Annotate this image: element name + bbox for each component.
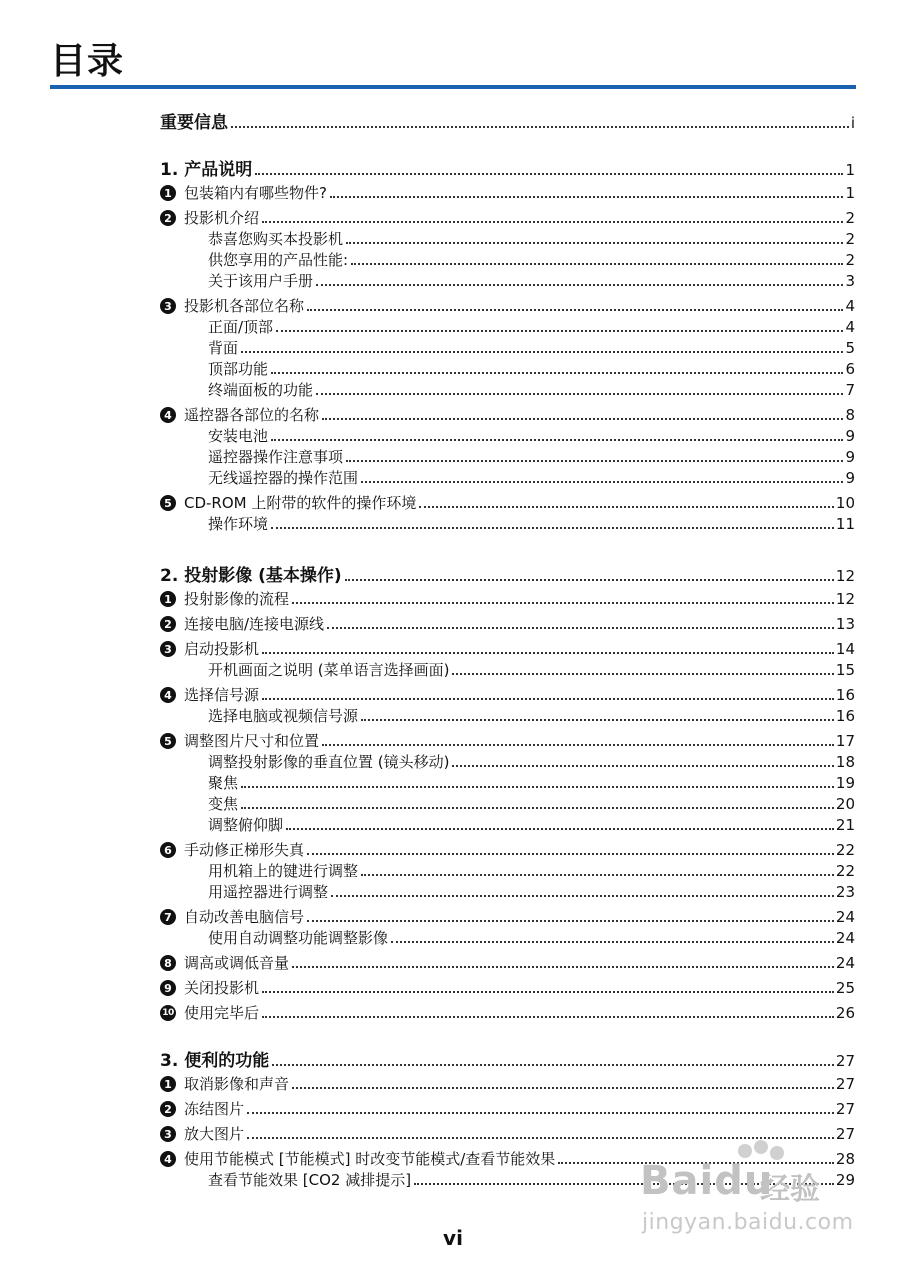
toc-entry-label: 1. 产品说明 xyxy=(160,160,253,180)
dot-leader xyxy=(316,393,843,395)
toc-entry-label: 调高或调低音量 xyxy=(184,954,290,972)
toc-entry-label: 背面 xyxy=(208,339,239,357)
dot-leader xyxy=(292,602,834,604)
toc-entry-label: 供您享用的产品性能: xyxy=(208,251,349,269)
number-circle-icon: 6 xyxy=(160,842,176,858)
toc-entry-page: 23 xyxy=(835,883,855,901)
toc-entry-label: 调整图片尺寸和位置 xyxy=(184,732,320,750)
toc-entry xyxy=(160,837,855,859)
toc-entry xyxy=(208,791,855,813)
toc-entry-page: 15 xyxy=(835,661,855,679)
number-circle-icon: 2 xyxy=(160,210,176,226)
toc-entry-page: 6 xyxy=(845,360,855,378)
number-circle-icon: 2 xyxy=(160,616,176,632)
dot-leader xyxy=(419,506,834,508)
toc-entry-label: 选择信号源 xyxy=(184,686,260,704)
toc-entry-label: 重要信息 xyxy=(160,113,228,133)
toc-entry-page: 26 xyxy=(835,1004,855,1022)
number-circle-icon: 4 xyxy=(160,1151,176,1167)
title-rule xyxy=(50,85,856,89)
toc-entry-page: 27 xyxy=(835,1100,855,1118)
toc-entry-label: 投射影像的流程 xyxy=(184,590,290,608)
dot-leader xyxy=(361,719,834,721)
watermark-logo: Baidu xyxy=(640,1158,774,1204)
toc-entry xyxy=(160,586,855,608)
number-circle-icon: 3 xyxy=(160,641,176,657)
toc-entry-page: 9 xyxy=(845,427,855,445)
watermark-url: jingyan.baidu.com xyxy=(642,1210,854,1235)
toc-entry xyxy=(160,728,855,750)
toc-entry-label: 自动改善电脑信号 xyxy=(184,908,305,926)
toc-entry xyxy=(160,490,855,512)
toc-entry xyxy=(160,1046,855,1070)
dot-leader xyxy=(255,173,843,175)
toc-entry-page: 18 xyxy=(835,753,855,771)
dot-leader xyxy=(351,263,843,265)
dot-leader xyxy=(316,284,843,286)
dot-leader xyxy=(330,196,843,198)
toc-entry xyxy=(160,108,855,132)
toc-entry-page: 1 xyxy=(845,184,855,202)
dot-leader xyxy=(361,481,843,483)
toc-entry-label: 使用节能模式 [节能模式] 时改变节能模式/查看节能效果 xyxy=(184,1150,556,1168)
number-circle-icon: 4 xyxy=(160,407,176,423)
dot-leader xyxy=(231,126,849,128)
toc-entry xyxy=(208,657,855,679)
dot-leader xyxy=(276,330,843,332)
toc-entry-label: 正面/顶部 xyxy=(208,318,274,336)
toc-entry xyxy=(208,268,855,290)
dot-leader xyxy=(361,874,834,876)
toc-entry-page: 24 xyxy=(835,954,855,972)
toc-entry-label: 使用完毕后 xyxy=(184,1004,260,1022)
dot-leader xyxy=(262,991,834,993)
toc-entry-label: 顶部功能 xyxy=(208,360,269,378)
paw-icon xyxy=(754,1140,768,1154)
toc-entry-page: 27 xyxy=(835,1075,855,1093)
toc-entry xyxy=(208,879,855,901)
toc-entry-page: 24 xyxy=(835,908,855,926)
toc-entry-label: 取消影像和声音 xyxy=(184,1075,290,1093)
dot-leader xyxy=(327,627,834,629)
number-circle-icon: 3 xyxy=(160,298,176,314)
toc-entry xyxy=(208,314,855,336)
toc-entry-label: 恭喜您购买本投影机 xyxy=(208,230,344,248)
toc-entry xyxy=(208,377,855,399)
number-circle-icon: 1 xyxy=(160,185,176,201)
toc-entry xyxy=(160,402,855,424)
toc-entry xyxy=(160,1071,855,1093)
toc-entry-label: 聚焦 xyxy=(208,774,239,792)
toc-entry xyxy=(208,925,855,947)
number-circle-icon: 9 xyxy=(160,980,176,996)
toc-entry-page: 12 xyxy=(835,567,855,585)
toc-entry-label: 手动修正梯形失真 xyxy=(184,841,305,859)
toc-entry xyxy=(160,180,855,202)
dot-leader xyxy=(292,1087,834,1089)
toc-entry-label: 选择电脑或视频信号源 xyxy=(208,707,359,725)
dot-leader xyxy=(322,418,843,420)
page-title: 目录 xyxy=(50,41,125,82)
number-circle-icon: 3 xyxy=(160,1126,176,1142)
number-circle-icon: 4 xyxy=(160,687,176,703)
dot-leader xyxy=(271,439,843,441)
toc-entry-page: 2 xyxy=(845,251,855,269)
toc-entry-page: 16 xyxy=(835,707,855,725)
toc-entry xyxy=(208,247,855,269)
toc-entry xyxy=(160,611,855,633)
toc-entry-label: 遥控器各部位的名称 xyxy=(184,406,320,424)
toc-entry-page: 24 xyxy=(835,929,855,947)
number-circle-icon: 7 xyxy=(160,909,176,925)
toc-entry-label: 用遥控器进行调整 xyxy=(208,883,329,901)
toc-entry xyxy=(160,975,855,997)
toc-entry-page: 29 xyxy=(835,1171,855,1189)
dot-leader xyxy=(247,1137,834,1139)
toc-entry-label: 无线遥控器的操作范围 xyxy=(208,469,359,487)
toc-entry-page: 7 xyxy=(845,381,855,399)
toc-entry-label: 3. 便利的功能 xyxy=(160,1051,270,1071)
dot-leader xyxy=(346,242,843,244)
toc-entry-label: 遥控器操作注意事项 xyxy=(208,448,344,466)
toc-entry xyxy=(160,561,855,585)
toc-entry-label: 终端面板的功能 xyxy=(208,381,314,399)
toc-entry-page: 13 xyxy=(835,615,855,633)
toc-entry xyxy=(160,904,855,926)
toc-entry-page: 17 xyxy=(835,732,855,750)
dot-leader xyxy=(262,652,834,654)
toc-entry xyxy=(160,1000,855,1022)
toc-entry xyxy=(208,703,855,725)
dot-leader xyxy=(262,221,843,223)
number-circle-icon: 2 xyxy=(160,1101,176,1117)
toc-entry xyxy=(160,1096,855,1118)
toc-entry-label: 2. 投射影像 (基本操作) xyxy=(160,566,342,586)
toc-entry-page: 10 xyxy=(835,494,855,512)
toc-entry-page: 1 xyxy=(845,161,855,179)
toc-entry-page: 3 xyxy=(845,272,855,290)
toc-entry-page: 8 xyxy=(845,406,855,424)
number-circle-icon: 10 xyxy=(160,1005,176,1021)
toc-entry-label: 查看节能效果 [CO2 减排提示] xyxy=(208,1171,412,1189)
toc-entry-label: 启动投影机 xyxy=(184,640,260,658)
toc-entry-label: 投影机各部位名称 xyxy=(184,297,305,315)
dot-leader xyxy=(345,579,834,581)
toc-entry-label: 变焦 xyxy=(208,795,239,813)
toc-entry xyxy=(160,950,855,972)
toc-entry-page: 2 xyxy=(845,230,855,248)
toc-entry-page: 11 xyxy=(835,515,855,533)
dot-leader xyxy=(391,941,834,943)
toc-entry-page: 12 xyxy=(835,590,855,608)
number-circle-icon: 1 xyxy=(160,1076,176,1092)
toc-entry xyxy=(160,205,855,227)
dot-leader xyxy=(262,1016,834,1018)
toc-entry-page: 9 xyxy=(845,469,855,487)
toc-entry-page: 21 xyxy=(835,816,855,834)
toc-entry-page: 14 xyxy=(835,640,855,658)
toc-entry-label: 放大图片 xyxy=(184,1125,245,1143)
toc-entry xyxy=(208,749,855,771)
dot-leader xyxy=(262,698,834,700)
toc-entry-page: i xyxy=(850,114,855,132)
toc-entry-page: 22 xyxy=(835,862,855,880)
toc-entry-label: 包装箱内有哪些物件? xyxy=(184,184,327,202)
toc-entry xyxy=(208,770,855,792)
dot-leader xyxy=(322,744,834,746)
number-circle-icon: 1 xyxy=(160,591,176,607)
toc-entry-page: 16 xyxy=(835,686,855,704)
dot-leader xyxy=(331,895,834,897)
toc-entry xyxy=(208,858,855,880)
toc-entry-label: 关于该用户手册 xyxy=(208,272,314,290)
toc-entry-label: 安装电池 xyxy=(208,427,269,445)
toc-entry xyxy=(208,226,855,248)
number-circle-icon: 5 xyxy=(160,733,176,749)
dot-leader xyxy=(241,786,834,788)
toc-entry xyxy=(160,682,855,704)
dot-leader xyxy=(272,1064,834,1066)
toc-entry-page: 22 xyxy=(835,841,855,859)
dot-leader xyxy=(452,765,833,767)
toc-entry xyxy=(208,423,855,445)
dot-leader xyxy=(271,372,843,374)
dot-leader xyxy=(452,673,833,675)
toc-entry-page: 20 xyxy=(835,795,855,813)
toc-entry xyxy=(160,155,855,179)
toc-entry-label: 关闭投影机 xyxy=(184,979,260,997)
toc-entry xyxy=(160,636,855,658)
dot-leader xyxy=(286,828,834,830)
watermark-cn: 经验 xyxy=(760,1172,820,1207)
toc-entry xyxy=(208,356,855,378)
dot-leader xyxy=(241,351,843,353)
toc-entry-label: 用机箱上的键进行调整 xyxy=(208,862,359,880)
toc-entry-label: 冻结图片 xyxy=(184,1100,245,1118)
dot-leader xyxy=(307,920,834,922)
toc-entry-label: CD-ROM 上附带的软件的操作环境 xyxy=(184,494,417,512)
toc-entry xyxy=(208,335,855,357)
dot-leader xyxy=(292,966,834,968)
toc-entry xyxy=(208,511,855,533)
toc-entry xyxy=(160,293,855,315)
toc-entry-label: 调整投射影像的垂直位置 (镜头移动) xyxy=(208,753,450,771)
toc-entry-page: 27 xyxy=(835,1052,855,1070)
toc-entry xyxy=(208,444,855,466)
toc-entry-label: 操作环境 xyxy=(208,515,269,533)
toc-entry-label: 使用自动调整功能调整影像 xyxy=(208,929,389,947)
toc-entry-label: 开机画面之说明 (菜单语言选择画面) xyxy=(208,661,450,679)
toc-entry xyxy=(208,812,855,834)
paw-icon xyxy=(738,1144,752,1158)
toc-entry-page: 25 xyxy=(835,979,855,997)
toc-entry-label: 调整俯仰脚 xyxy=(208,816,284,834)
toc-entry-page: 27 xyxy=(835,1125,855,1143)
toc-entry-label: 投影机介绍 xyxy=(184,209,260,227)
toc-entry xyxy=(208,465,855,487)
toc-entry-label: 连接电脑/连接电源线 xyxy=(184,615,325,633)
dot-leader xyxy=(346,460,843,462)
toc-entry-page: 28 xyxy=(835,1150,855,1168)
number-circle-icon: 5 xyxy=(160,495,176,511)
number-circle-icon: 8 xyxy=(160,955,176,971)
dot-leader xyxy=(271,527,834,529)
toc-entry-page: 4 xyxy=(845,318,855,336)
dot-leader xyxy=(241,807,834,809)
page-number-footer: vi xyxy=(443,1226,463,1250)
dot-leader xyxy=(247,1112,834,1114)
dot-leader xyxy=(307,853,834,855)
toc-entry-page: 19 xyxy=(835,774,855,792)
toc-entry-page: 4 xyxy=(845,297,855,315)
toc-entry-page: 5 xyxy=(845,339,855,357)
toc-entry-page: 9 xyxy=(845,448,855,466)
toc-entry-page: 2 xyxy=(845,209,855,227)
dot-leader xyxy=(307,309,843,311)
